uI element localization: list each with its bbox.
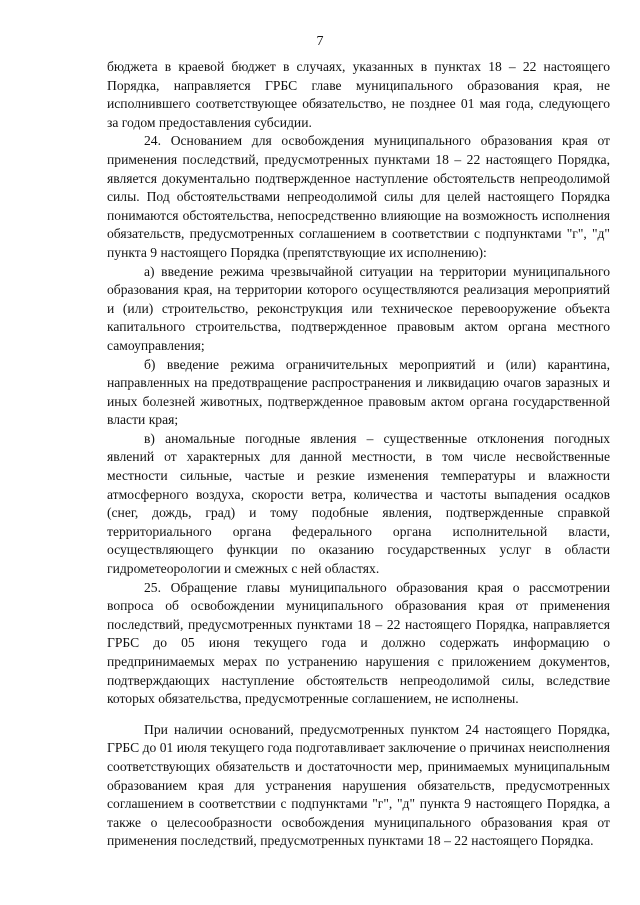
paragraph-25: 25. Обращение главы муниципального образования края о рассмотрении вопроса об освобождении муниципального образования края от применения последствий, предусмотренных пунктами 18 – 22 настоящего Порядка, направляется ГРБС до 05 июня текущего года и должно содержать информацию о предпринимаемых мерах по устранению нарушения с приложением документов, подтверждающих наступление обстоятельств непреодолимой силы, вследствие которых обязательства, предусмотренные соглашением, не исполнены.	[107, 579, 610, 707]
paragraph-continuation: бюджета в краевой бюджет в случаях, указанных в пунктах 18 – 22 настоящего Порядка, направляется ГРБС главе муниципального образования края, не исполнившего соответствующее обязательство, не позднее 01 мая года, следующего за годом предоставления субсидии.	[107, 59, 610, 130]
paragraph-24-item-a: а) введение режима чрезвычайной ситуации на территории муниципального образования края, на территории которого осуществляются реализация мероприятий и (или) строительство, реконструкция или техническое перевооружение объекта капитального строительства, подтвержденное правовым актом органа местного самоуправления;	[107, 263, 610, 353]
paragraph-24-item-v: в) аномальные погодные явления – существенные отклонения погодных явлений от характерных для данной местности, в том числе несвойственные местности сильные, частые и резкие изменения температуры и влажности атмосферного воздуха, скорости ветра, количества и частоты выпадения осадков (снег, дождь, град) и тому подобные явления, подтвержденные справкой территориального органа федерального органа исполнительной власти, осуществляющего функции по оказанию государственных услуг в области гидрометеорологии и смежных с ней областях.	[107, 430, 610, 577]
document-body	[107, 58, 610, 851]
page-number: 7	[316, 34, 324, 49]
paragraph-24-item-b: б) введение режима ограничительных мероприятий и (или) карантина, направленных на предотвращение распространения и ликвидацию очагов заразных и иных болезней животных, подтвержденное правовым актом органа государственной власти края;	[107, 356, 610, 428]
paragraph-24: 24. Основанием для освобождения муниципального образования края от применения последствий, предусмотренных пунктами 18 – 22 настоящего Порядка, является документально подтвержденное наступление обстоятельств непреодолимой силы. Под обстоятельствами непреодолимой силы для целей настоящего Порядка понимаются обстоятельства, непосредственно влияющие на возможность исполнения обязательств, предусмотренных соглашением в соответствии с подпунктами "г", "д" пункта 9 настоящего Порядка (препятствующие их исполнению):	[107, 133, 610, 260]
paragraph-grbs-conclusion: При наличии оснований, предусмотренных пунктом 24 настоящего Порядка, ГРБС до 01 июля текущего года подготавливает заключение о причинах неисполнения соответствующих обязательств и достаточности мер, принимаемых муниципальным образованием края для устранения нарушения обязательств, предусмотренных соглашением в соответствии с подпунктами "г", "д" пункта 9 настоящего Порядка, а также о целесообразности освобождения муниципального образования края от применения последствий, предусмотренных пунктами 18 – 22 настоящего Порядка.	[107, 721, 610, 849]
